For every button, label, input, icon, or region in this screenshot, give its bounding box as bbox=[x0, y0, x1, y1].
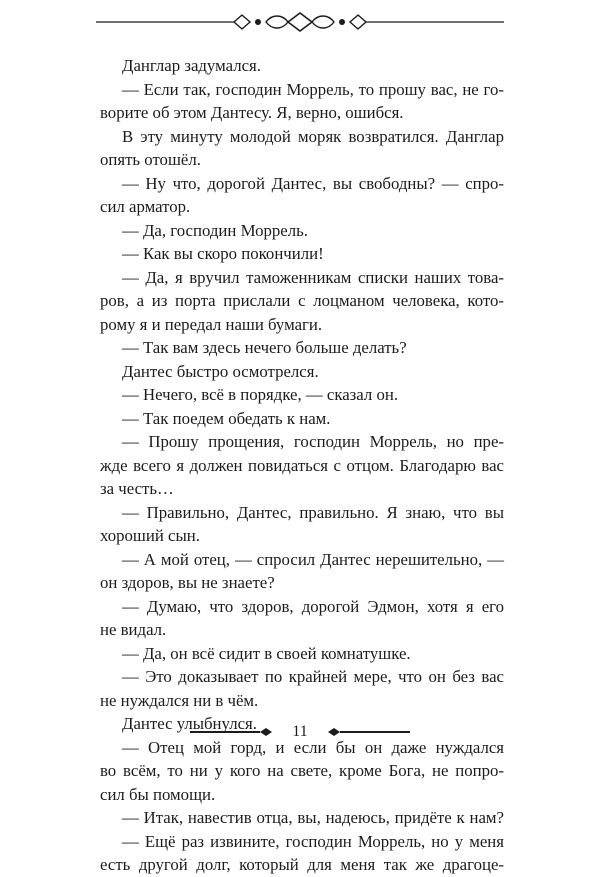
text-line: — Отец мой горд, и если бы он даже нуждался bbox=[122, 737, 504, 757]
text-line: за честь… bbox=[100, 479, 174, 498]
text-line: — Ну что, дорогой Дантес, вы свободны? — спро- bbox=[122, 173, 504, 193]
text-line: Дантес улыбнулся. bbox=[122, 714, 257, 733]
text-line: жде всего я должен повидаться с отцом. Благодарю вас bbox=[100, 455, 504, 475]
text-line: хороший сын. bbox=[100, 526, 200, 545]
text-line: — Так поедем обедать к нам. bbox=[122, 408, 331, 428]
text-line: — Ещё раз извините, господин Моррель, но у меня bbox=[122, 831, 504, 851]
text-line: не видал. bbox=[100, 620, 167, 639]
text-line: — Да, я вручил таможенникам списки наших това- bbox=[122, 267, 504, 287]
text-line: В эту минуту молодой моряк возвратился. Данглар bbox=[122, 126, 504, 146]
text-line: — Да, господин Моррель. bbox=[122, 220, 308, 240]
text-line: — А мой отец, — спросил Дантес нерешительно, — bbox=[122, 549, 504, 569]
text-line: — Итак, навестив отца, вы, надеюсь, придёте к нам? bbox=[122, 808, 504, 827]
text-line: рому я и передал наши бумаги. bbox=[100, 314, 323, 334]
text-line: сил арматор. bbox=[100, 197, 191, 216]
text-line: — Думаю, что здоров, дорогой Эдмон, хотя я его bbox=[122, 596, 504, 616]
body-text bbox=[100, 54, 504, 877]
text-line: есть другой долг, который для меня так же драгоце- bbox=[100, 855, 504, 874]
text-line: — Как вы скоро покончили! bbox=[122, 244, 324, 263]
top-ornament bbox=[96, 10, 504, 34]
text-line: — Правильно, Дантес, правильно. Я знаю, что вы bbox=[122, 502, 504, 522]
text-line: Данглар задумался. bbox=[122, 56, 261, 75]
text-line: — Прошу прощения, господин Моррель, но пре- bbox=[122, 432, 504, 451]
text-line: во всём, то ни у кого на свете, кроме Бога, не попро- bbox=[100, 761, 504, 780]
text-line: он здоров, вы не знаете? bbox=[100, 573, 275, 592]
text-line: ров, а из порта прислали с лоцманом человека, кото- bbox=[100, 291, 504, 310]
page-number: 11 bbox=[292, 723, 308, 740]
text-line: — Да, он всё сидит в своей комнатушке. bbox=[122, 643, 411, 663]
text-line: не нуждался ни в чём. bbox=[100, 690, 259, 710]
text-line: сил бы помощи. bbox=[100, 784, 216, 804]
text-line: — Нечего, всё в порядке, — сказал он. bbox=[122, 385, 399, 404]
text-line: Дантес быстро осмотрелся. bbox=[122, 361, 319, 381]
text-line: ворите об этом Дантесу. Я, верно, ошибся. bbox=[100, 103, 404, 122]
text-line: опять отошёл. bbox=[100, 150, 201, 169]
text-line: — Это доказывает по крайней мере, что он без вас bbox=[122, 667, 504, 686]
text-line: — Так вам здесь нечего больше делать? bbox=[122, 338, 407, 357]
text-line: — Если так, господин Моррель, то прошу вас, не го- bbox=[122, 79, 504, 99]
